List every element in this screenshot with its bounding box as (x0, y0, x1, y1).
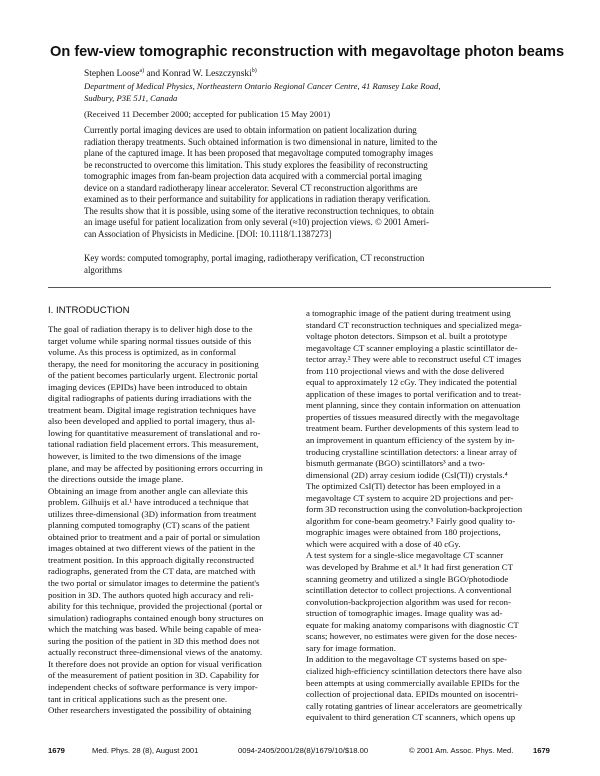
body-text-line: utilizes three-dimensional (3D) information from treatment (48, 508, 257, 519)
body-text-line: tant in critical applications such as the present one. (48, 693, 228, 704)
body-text-line: struction of tomographic images. Image quality was ad- (306, 608, 503, 619)
affiliation-line: Sudbury, P3E 5J1, Canada (84, 92, 178, 103)
body-text-line: a tomographic image of the patient during treatment using (306, 308, 511, 318)
body-text-line: application of these images to portal verification and to treat- (306, 388, 522, 399)
abstract-line: examined as to their performance and suitability for applications in radiation therapy verification. (84, 194, 431, 205)
issn-line: 0094-2405/2001/28(8)/1679/10/$18.00 (238, 746, 369, 755)
body-text-line: which the matching was based. While being capable of mea- (48, 624, 262, 635)
abstract-line: device on a standard radiotherapy linear accelerator. Several CT reconstruction algorithms are (84, 182, 418, 193)
body-text-line: treatment beam. Digital image registration techniques have (48, 404, 256, 415)
body-text-line: bismuth germanate (BGO) scintillators³ and a two- (306, 458, 486, 469)
body-text-line: which were acquired with a dose of 40 cGy. (306, 538, 461, 549)
body-text-line: digital radiographs of patients during irradiations with the (48, 393, 252, 404)
body-text-line: ability for this technique, provided the projectional (portal or (48, 601, 263, 612)
body-text-line: equal to approximately 12 cGy. They indicated the potential (306, 377, 518, 388)
body-text-line: volume. As this process is optimized, as in conformal (48, 347, 237, 358)
author-footnote-mark: b) (251, 67, 257, 74)
body-text-line: dimensional (2D) array cesium iodide (CsI(Tl)) crystals.⁴ (306, 469, 508, 480)
abstract-line: radiation therapy treatments. Such obtained information is two dimensional in nature, limited to the (84, 136, 438, 147)
body-text-line: megavoltage CT scanner employing a plastic scintillator de- (306, 342, 518, 353)
body-text-line: tational radiation field placement errors. This measurement, (48, 439, 259, 450)
body-text-line: equivalent to third generation CT scanners, which opens up (306, 712, 516, 723)
body-text-line: the directions outside the image plane. (48, 474, 184, 485)
body-text-line: suring the position of the patient in 3D this method does not (48, 635, 260, 646)
body-text-line: properties of tissues measured directly with the megavoltage (306, 411, 520, 422)
author-footnote-mark: a) (139, 67, 145, 74)
body-text-line: treatment position. In this approach digitally reconstructed (48, 554, 254, 565)
page-number-right: 1679 (533, 746, 550, 755)
keywords-line: algorithms (84, 264, 122, 275)
right-column (306, 308, 552, 724)
author-conjunction: and (144, 69, 163, 79)
abstract-line: can Association of Physicists in Medicine. [DOI: 10.1118/1.1387273] (84, 228, 332, 239)
body-text-line: was developed by Brahme et al.⁶ It had first generation CT (306, 562, 514, 573)
body-text-line: treatment beam. Further developments of this system lead to (306, 423, 519, 434)
body-text-line: lowing for quantitative measurement of translational and ro- (48, 427, 261, 438)
body-text-line: convolution-backprojection algorithm was used for recon- (306, 596, 511, 607)
abstract-line: Currently portal imaging devices are used to obtain information on patient localization during (84, 125, 417, 135)
author-name: Stephen Loose (84, 69, 140, 79)
body-text-line: radiographs, generated from the CT data, are matched with (48, 566, 256, 577)
body-text-line: been attempts at using commercially available EPIDs for the (306, 677, 520, 688)
article-title: On few-view tomographic reconstruction with megavoltage photon beams (50, 44, 565, 60)
abstract-line: an image useful for patient localization from only several (≈10) projection views. © 2001 Ameri- (84, 217, 430, 228)
keywords (84, 253, 524, 276)
abstract (84, 125, 522, 240)
body-text-line: Other researchers investigated the possibility of obtaining (48, 705, 252, 716)
body-text-line: A test system for a single-slice megavoltage CT scanner (306, 550, 504, 561)
body-text-line: cialized high-efficiency scintillation detectors there have also (306, 665, 522, 676)
body-text-line: cally rotating gantries of linear accelerators are geometrically (306, 700, 523, 711)
abstract-line: The results show that it is possible, using some of the iterative reconstruction techniques, to obtain (84, 205, 434, 216)
journal-citation: Med. Phys. 28 (8), August 2001 (92, 746, 199, 755)
body-text-line: problem. Gilhuijs et al.¹ have introduced a technique that (48, 497, 249, 508)
body-text-line: tector array.² They were able to reconstruct useful CT images (306, 354, 522, 365)
body-text-line: position in 3D. The authors quoted high accuracy and reli- (48, 589, 254, 600)
body-text-line: Obtaining an image from another angle can alleviate this (48, 485, 248, 496)
section-heading: I. INTRODUCTION (48, 305, 130, 316)
body-text-line: scintillation detector to collect projections. A conventional (306, 585, 512, 596)
body-text-line: In addition to the megavoltage CT systems based on spe- (306, 654, 507, 665)
received-dates: (Received 11 December 2000; accepted for publication 15 May 2001) (84, 109, 331, 119)
body-text-line: It therefore does not provide an option for visual verification (48, 658, 262, 669)
body-text-line: The goal of radiation therapy is to deliver high dose to the (48, 324, 253, 334)
body-text-line: scanning geometry and utilized a single BGO/photodiode (306, 573, 509, 584)
body-text-line: independent checks of software performance is very impor- (48, 681, 258, 692)
author-name: Konrad W. Leszczynski (162, 69, 252, 79)
body-text-line: actually reconstruct three-dimensional views of the anatomy. (48, 647, 263, 658)
abstract-line: plane of the captured image. It has been proposed that megavoltage computed tomography images (84, 148, 433, 159)
page-number-left: 1679 (48, 746, 65, 755)
body-text-line: standard CT reconstruction techniques and specialized mega- (306, 319, 522, 330)
body-text-line: images obtained at two different views of the patient in the (48, 543, 255, 554)
body-text-line: however, is limited to the two dimensions of the image (48, 451, 242, 462)
body-text-line: an improvement in quantum efficiency of the system by in- (306, 435, 515, 446)
author-line (84, 69, 257, 79)
body-text-line: of the measurement of patient position in 3D. Capability for (48, 670, 260, 681)
affiliation-line: Department of Medical Physics, Northeastern Ontario Regional Cancer Centre, 41 Ramsey Lake Road, (84, 81, 441, 91)
section-divider (48, 287, 551, 288)
body-text-line: therapy, the need for monitoring the accuracy in positioning (48, 358, 259, 369)
keywords-line: Key words: computed tomography, portal imaging, radiotherapy verification, CT reconstruction (84, 253, 425, 263)
body-text-line: troducing crystalline scintillation detectors: a linear array of (306, 446, 517, 457)
body-text-line: target volume while sparing normal tissues outside of this (48, 335, 252, 346)
body-text-line: megavoltage CT system to acquire 2D projections and per- (306, 492, 514, 503)
copyright-line: © 2001 Am. Assoc. Phys. Med. (409, 746, 514, 755)
body-text-line: algorithm for cone-beam geometry.⁵ Fairly good quality to- (306, 515, 516, 526)
body-text-line: ment planning, since they contain information on attenuation (306, 400, 521, 411)
body-text-line: voltage photon detectors. Simpson et al. built a prototype (306, 331, 508, 342)
body-text-line: imaging devices (EPIDs) have been introduced to obtain (48, 381, 248, 392)
body-text-line: planning computed tomography (CT) scans of the patient (48, 520, 250, 531)
left-column (48, 324, 294, 717)
body-text-line: plane, and may be affected by positioning errors occurring in (48, 462, 263, 473)
body-text-line: of the patient becomes particularly urgent. Electronic portal (48, 370, 258, 381)
abstract-line: tomographic images from fan-beam projection data acquired with a commercial portal imaging (84, 171, 422, 182)
body-text-line: from 110 projectional views and with the dose delivered (306, 365, 505, 376)
body-text-line: mographic images were obtained from 180 projections, (306, 527, 501, 538)
body-text-line: obtained prior to treatment and a pair of portal or simulation (48, 531, 261, 542)
body-text-line: scans; however, no estimates were given for the dose neces- (306, 631, 518, 642)
body-text-line: collection of projectional data. EPIDs mounted on isocentri- (306, 689, 519, 700)
body-text-line: The optimized CsI(Tl) detector has been employed in a (306, 481, 501, 492)
body-text-line: also been developed and applied to portal imagery, thus al- (48, 416, 256, 427)
body-text-line: equate for making anatomy comparisons with diagnostic CT (306, 619, 519, 630)
body-text-line: the two portal or simulator images to determine the patient's (48, 578, 260, 589)
abstract-line: be reconstructed to overcome this limitation. This study explores the feasibility of reconstructing (84, 159, 428, 170)
body-text-line: form 3D reconstruction using the convolution-backprojection (306, 504, 523, 515)
affiliation (84, 81, 484, 104)
body-text-line: sary for image formation. (306, 642, 396, 653)
body-text-line: simulation) radiographs contained enough bony structures on (48, 612, 264, 623)
